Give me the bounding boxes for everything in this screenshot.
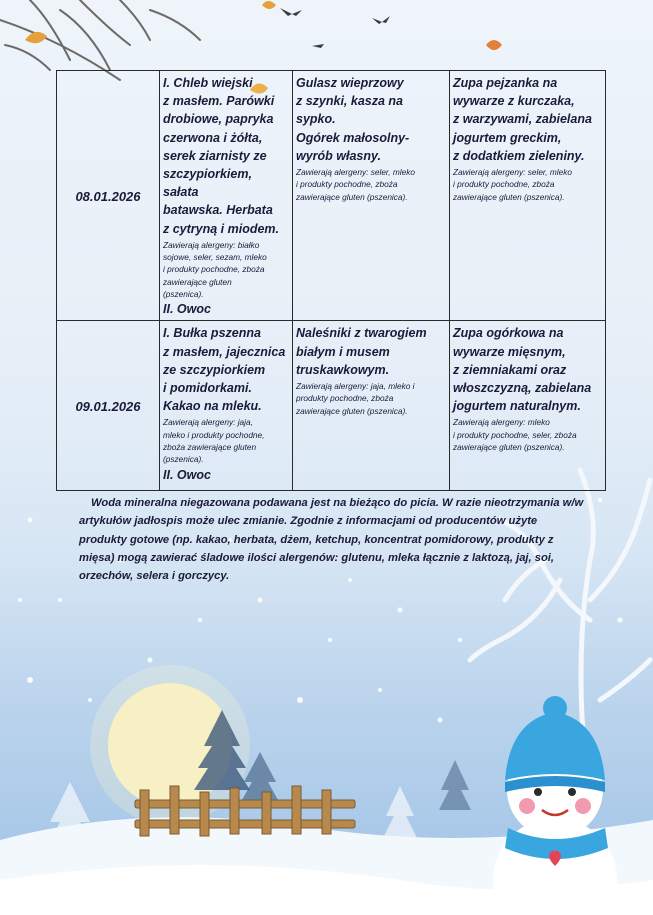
info-note: Woda mineralna niegazowana podawana jest na bieżąco do picia. W razie nieotrzymania w/w artykułów jadłospis może ulec zmianie. Zgodnie z informacjami od producentów użyte produkty gotowe (np. kakao, herbata, dżem, ketchup, koncentrat pomidorowy, produkty z mięsa) mogą zawierać śladowe ilości alergenów: glutenu, mleka łącznie z laktozą, jaj, soi, orzechów, selera i gorczycy. [79,497,584,583]
autumn-leaf [262,1,276,9]
breakfast-cell [160,71,293,321]
second-breakfast: II. Owoc [163,467,211,482]
autumn-leaf [25,32,47,43]
date-cell: 08.01.2026 [57,71,160,321]
dish-text: Zupa ogórkowa na wywarze mięsnym, z ziemniakami oraz włoszczyzną, zabielana jogurtem naturalnym. [453,326,592,414]
dish-text: Gulasz wieprzowy z szynki, kasza na sypko. Ogórek małosolny- wyrób własny. [296,76,410,163]
soup-cell [450,321,606,491]
allergen-text: Zawierają alergeny: białko sojowe, seler, sezam, mleko i produkty pochodne, zboża zawierające gluten (pszenica). [163,239,267,300]
allergen-text: Zawierają alergeny: jaja, mleko i produkty pochodne, zboża zawierające gluten (pszenica). [163,417,265,465]
lunch-cell [293,321,450,491]
soup-cell [450,71,606,321]
menu-table [56,70,606,491]
dish-text: I. Chleb wiejski z masłem. Parówki drobiowe, papryka czerwona i żółta, serek ziarnisty ze szczypiorkiem, sałata batawska. Herbata z cytryną i miodem. [163,76,280,236]
table-row [57,71,606,321]
breakfast-cell [160,321,293,491]
second-breakfast: II. Owoc [163,302,211,317]
birds [280,8,390,48]
table-row [57,321,606,491]
dish-text: I. Bułka pszenna z masłem, jajecznica ze szczypiorkiem i pomidorkami. Kakao na mleku. [163,326,286,414]
dish-text: Naleśniki z twarogiem białym i musem truskawkowym. [296,326,427,377]
lunch-cell [293,71,450,321]
allergen-text: Zawierają alergeny: mleko i produkty pochodne, seler, zboża zawierające gluten (pszenica). [453,417,577,452]
snowman [493,696,617,915]
allergen-text: Zawierają alergeny: seler, mleko i produkty pochodne, zboża zawierające gluten (pszenica). [453,167,572,202]
allergen-text: Zawierają alergeny: jaja, mleko i produkty pochodne, zboża zawierające gluten (pszenica). [296,380,415,416]
autumn-leaf [486,40,502,50]
allergen-text: Zawierają alergeny: seler, mleko i produkty pochodne, zboża zawierające gluten (pszenica). [296,167,415,202]
date-cell: 09.01.2026 [57,321,160,491]
dish-text: Zupa pejzanka na wywarze z kurczaka, z warzywami, zabielana jogurtem greckim, z dodatkiem zieleniny. [453,76,592,163]
